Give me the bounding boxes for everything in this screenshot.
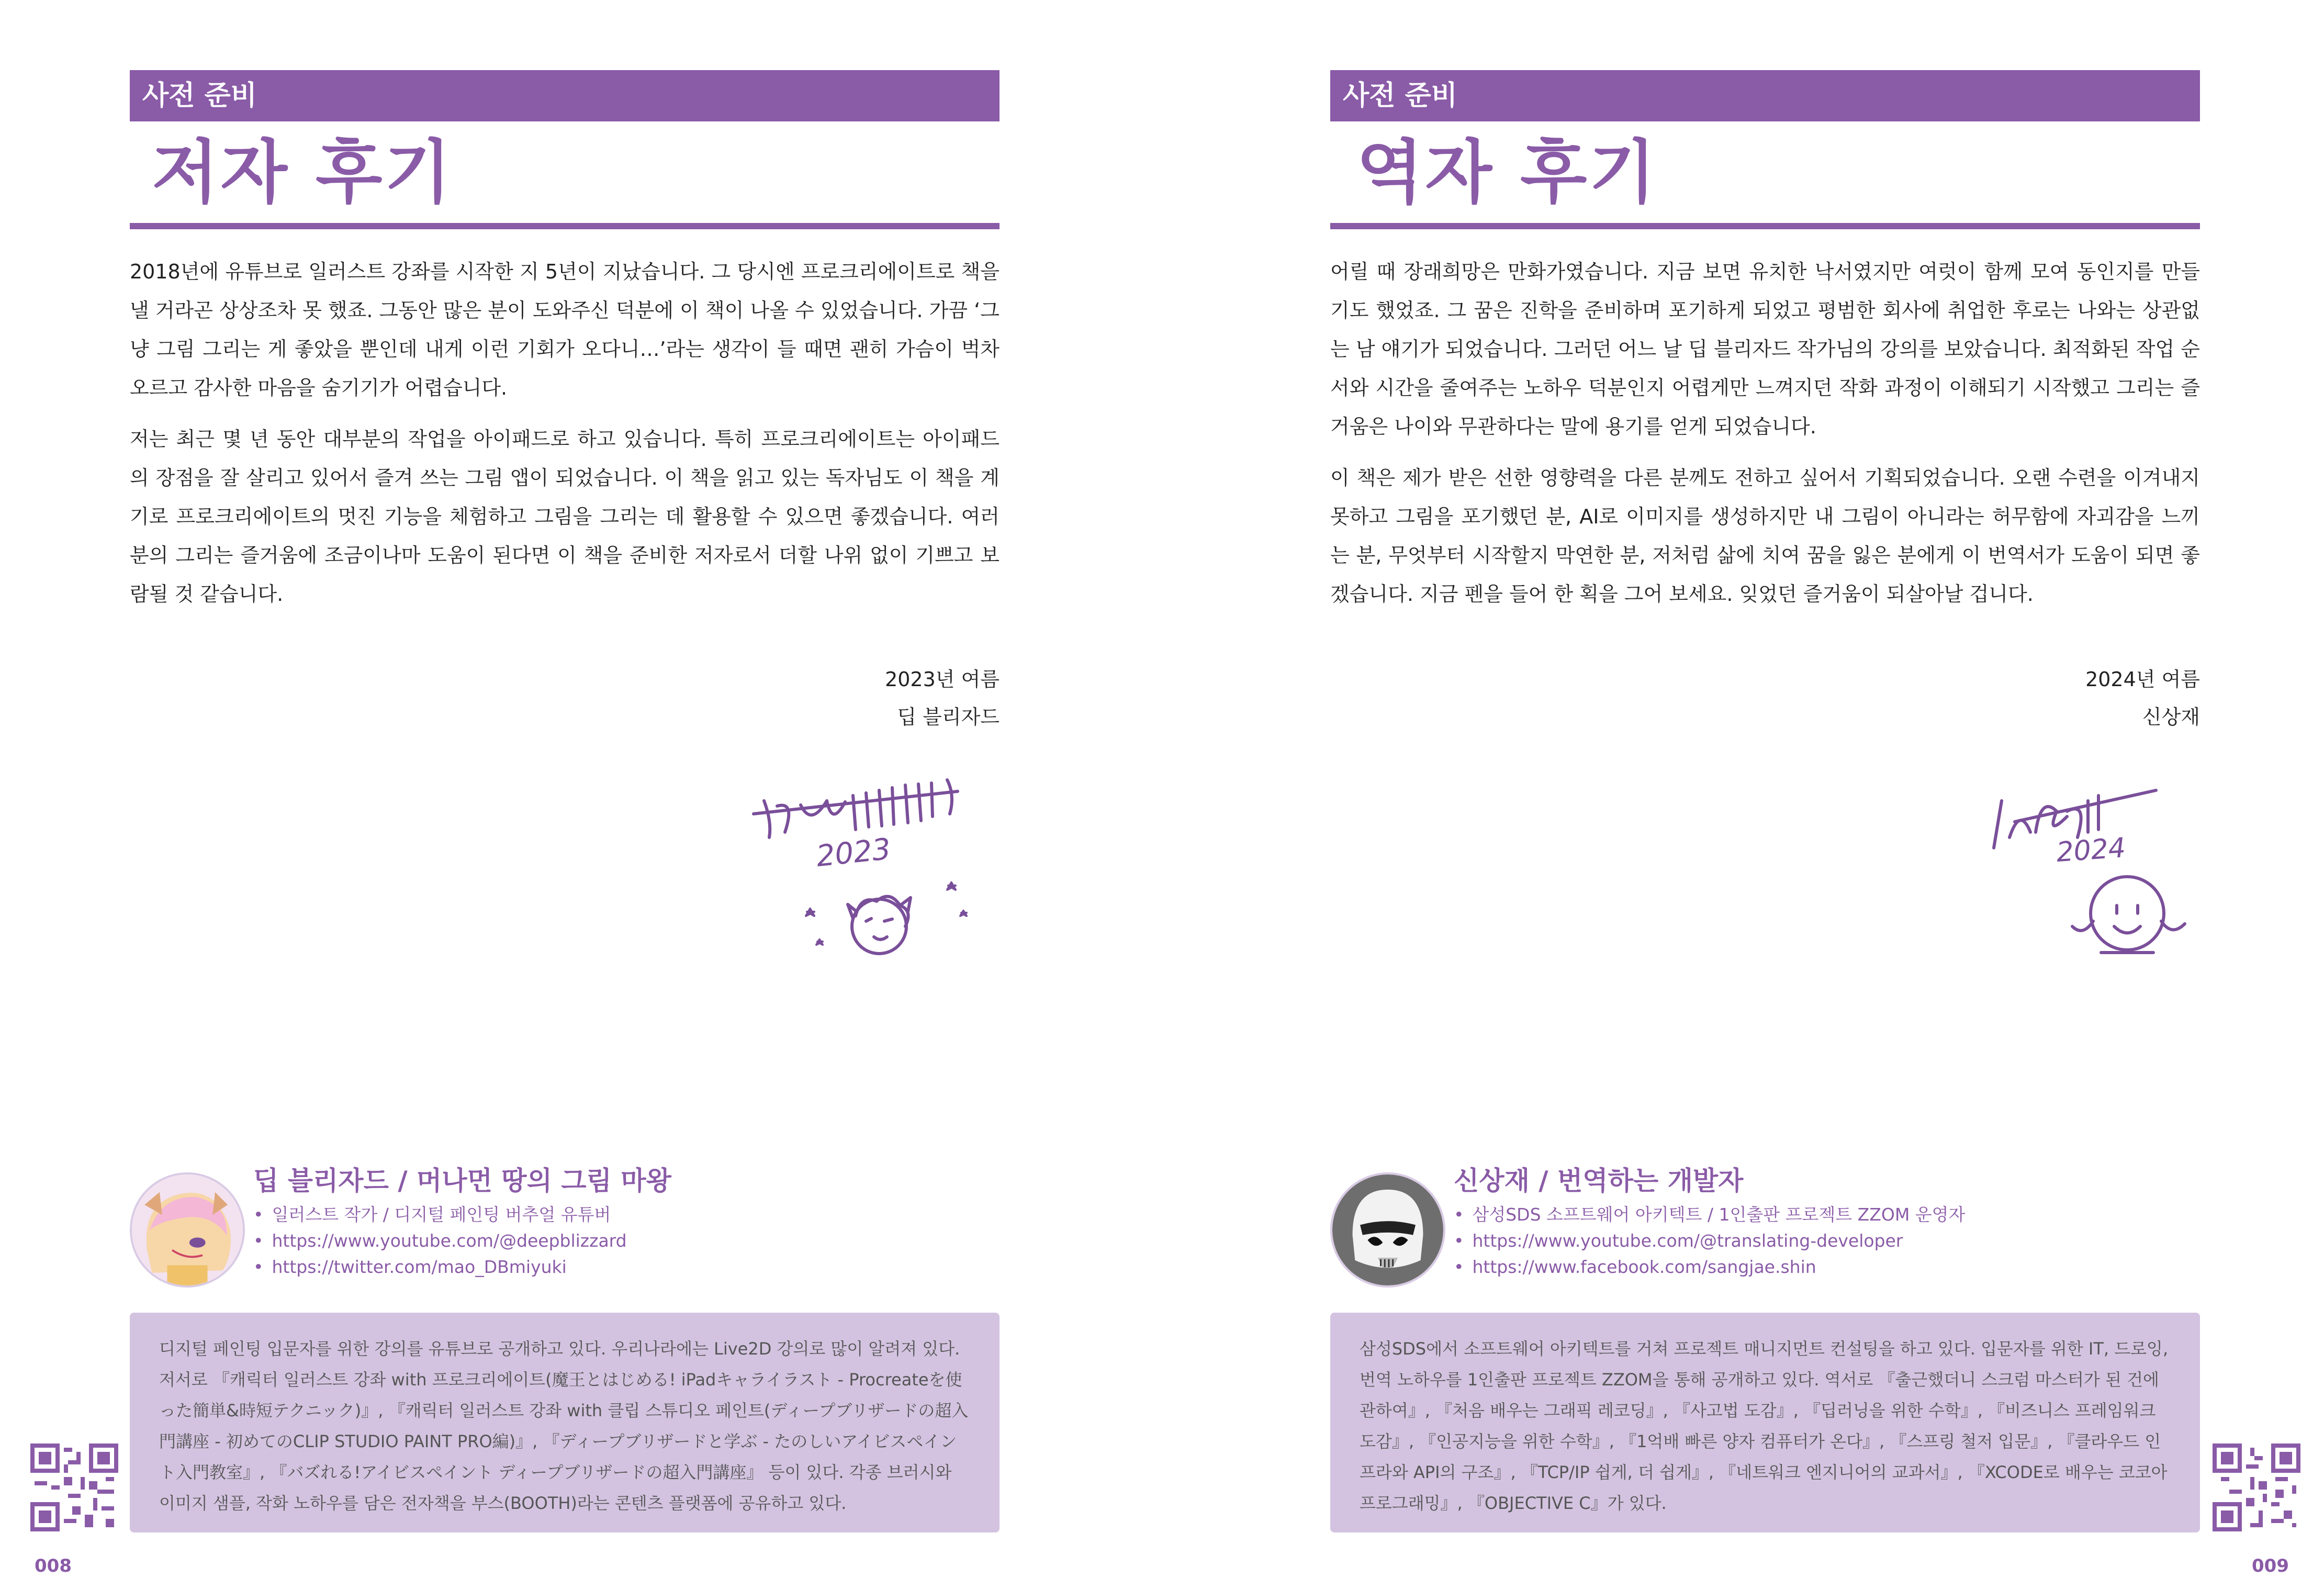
translator-bio-description: 삼성SDS에서 소프트웨어 아키텍트를 거쳐 프로젝트 매니지먼트 컨설팅을 하고 있다. 입문자를 위한 IT, 드로잉, 번역 노하우를 1인출판 프로젝트 ZZOM을 통해 공개하고 있다. 역서로 『출근했더니 스크럼 마스터가 된 건에 관하여』, 『처음 배우는 그래픽 레코딩』, 『사고법 도감』, 『딥러닝을 위한 수학』, 『비즈니스 프레임워크 도감』, 『인공지능을 위한 수학』, 『1억배 빠른 양자 컴퓨터가 온다』, 『스프링 철저 입문』, 『클라우드 인프라와 API의 구조』, 『TCP/IP 쉽게, 더 쉽게』, 『네트워크 엔지니어의 교과서』, 『XCODE로 배우는 코코아 프로그래밍』, 『OBJECTIVE C』가 있다. bbox=[1360, 1339, 2169, 1513]
signature-year: 2023 bbox=[814, 832, 893, 874]
sign-name: 딥 블리자드 bbox=[897, 706, 1000, 729]
sign-date: 2023년 여름 bbox=[885, 668, 1000, 691]
bio-link-twitter[interactable]: • https://twitter.com/mao_DBmiyuki bbox=[253, 1254, 627, 1280]
bio-link-youtube[interactable]: • https://www.youtube.com/@deepblizzard bbox=[253, 1228, 627, 1254]
author-bio-list bbox=[253, 1202, 627, 1280]
paragraph: 2018년에 유튜브로 일러스트 강좌를 시작한 지 5년이 지났습니다. 그 당시엔 프로크리에이트로 책을 낼 거라곤 상상조차 못 했죠. 그동안 많은 분이 도와주신 덕분에 이 책이 나올 수 있었습니다. 가끔 ‘그냥 그림 그리는 게 좋았을 뿐인데 내게 이런 기회가 오다니…’라는 생각이 들 때면 괜히 가슴이 벅차오르고 감사한 마음을 숨기기가 어렵습니다. bbox=[130, 260, 1000, 399]
page-title: 역자 후기 bbox=[1356, 132, 1658, 213]
bio-link-facebook[interactable]: • https://www.facebook.com/sangjae.shin bbox=[1454, 1254, 1965, 1280]
translator-signature bbox=[1983, 780, 2203, 979]
section-banner: 사전 준비 bbox=[130, 70, 1000, 121]
bio-item: • 삼성SDS 소프트웨어 아키텍트 / 1인출판 프로젝트 ZZOM 운영자 bbox=[1454, 1202, 1965, 1228]
title-rule bbox=[130, 223, 1000, 229]
paragraph: 저는 최근 몇 년 동안 대부분의 작업을 아이패드로 하고 있습니다. 특히 프로크리에이트는 아이패드의 장점을 잘 살리고 있어서 즐겨 쓰는 그림 앱이 되었습니다. 이 책을 읽고 있는 독자님도 이 책을 계기로 프로크리에이트의 멋진 기능을 체험하고 그림을 그리는 데 활용할 수 있으면 좋겠습니다. 여러분의 그리는 즐거움에 조금이나마 도움이 된다면 이 책을 준비한 저자로서 더할 나위 없이 기쁘고 보람될 것 같습니다. bbox=[130, 428, 1000, 606]
author-signature bbox=[748, 764, 1010, 973]
page-number: 009 bbox=[2252, 1556, 2289, 1576]
title-rule bbox=[1330, 223, 2200, 229]
author-bio-description: 디지털 페인팅 입문자를 위한 강의를 유튜브로 공개하고 있다. 우리나라에는 Live2D 강의로 많이 알려져 있다. 저서로 『캐릭터 일러스트 강좌 with 프로크리에이트(魔王とはじめる! iPadキャライラスト - Procreateを使った簡単&時短テクニック)』, 『캐릭터 일러스트 강좌 with 클립 스튜디오 페인트(ディープブリザードの超入門講座 - 初めてのCLIP STUDIO PAINT PRO編)』, 『ディープブリザードと学ぶ - たのしいアイビスペイント入門教室』, 『バズれる!アイビスペイント ディープブリザードの超入門講座』 등이 있다. 각종 브러시와 이미지 샘플, 작화 노하우를 담은 전자책을 부스(BOOTH)라는 콘텐츠 플랫폼에 공유하고 있다. bbox=[159, 1339, 969, 1513]
sign-block bbox=[2085, 661, 2200, 736]
sign-name: 신상재 bbox=[2142, 706, 2200, 729]
section-banner: 사전 준비 bbox=[1330, 70, 2200, 121]
right-page bbox=[1162, 0, 2323, 1589]
sign-date: 2024년 여름 bbox=[2085, 668, 2200, 691]
signature-year: 2024 bbox=[2055, 832, 2127, 869]
bio-item: • 일러스트 작가 / 디지털 페인팅 버추얼 유튜버 bbox=[253, 1202, 627, 1228]
page-title: 저자 후기 bbox=[152, 132, 454, 213]
author-avatar bbox=[130, 1172, 245, 1288]
translator-bio-box bbox=[1330, 1313, 2200, 1532]
translator-avatar bbox=[1330, 1172, 1445, 1288]
sign-block bbox=[885, 661, 1000, 736]
page-number: 008 bbox=[35, 1556, 72, 1576]
body-text bbox=[130, 252, 1000, 626]
translator-bio-name: 신상재 / 번역하는 개발자 bbox=[1454, 1166, 1744, 1196]
paragraph: 어릴 때 장래희망은 만화가였습니다. 지금 보면 유치한 낙서였지만 여럿이 함께 모여 동인지를 만들기도 했었죠. 그 꿈은 진학을 준비하며 포기하게 되었고 평범한 회사에 취업한 후로는 나와는 상관없는 남 얘기가 되었습니다. 그러던 어느 날 딥 블리자드 작가님의 강의를 보았습니다. 최적화된 작업 순서와 시간을 줄여주는 노하우 덕분인지 어렵게만 느껴지던 작화 과정이 이해되기 시작했고 그리는 즐거움은 나이와 무관하다는 말에 용기를 얻게 되었습니다. bbox=[1330, 260, 2200, 438]
author-bio-box bbox=[130, 1313, 1000, 1532]
qr-code[interactable] bbox=[2213, 1443, 2300, 1531]
body-text bbox=[1330, 252, 2200, 626]
author-bio-name: 딥 블리자드 / 머나먼 땅의 그림 마왕 bbox=[253, 1166, 671, 1196]
paragraph: 이 책은 제가 받은 선한 영향력을 다른 분께도 전하고 싶어서 기획되었습니다. 오랜 수련을 이겨내지 못하고 그림을 포기했던 분, AI로 이미지를 생성하지만 내 그림이 아니라는 허무함에 자괴감을 느끼는 분, 무엇부터 시작할지 막연한 분, 저처럼 삶에 치여 꿈을 잃은 분에게 이 번역서가 도움이 되면 좋겠습니다. 지금 펜을 들어 한 획을 그어 보세요. 잊었던 즐거움이 되살아날 겁니다. bbox=[1330, 466, 2200, 606]
translator-bio-list bbox=[1454, 1202, 1965, 1280]
qr-code[interactable] bbox=[30, 1443, 118, 1531]
bio-link-youtube[interactable]: • https://www.youtube.com/@translating-developer bbox=[1454, 1228, 1965, 1254]
